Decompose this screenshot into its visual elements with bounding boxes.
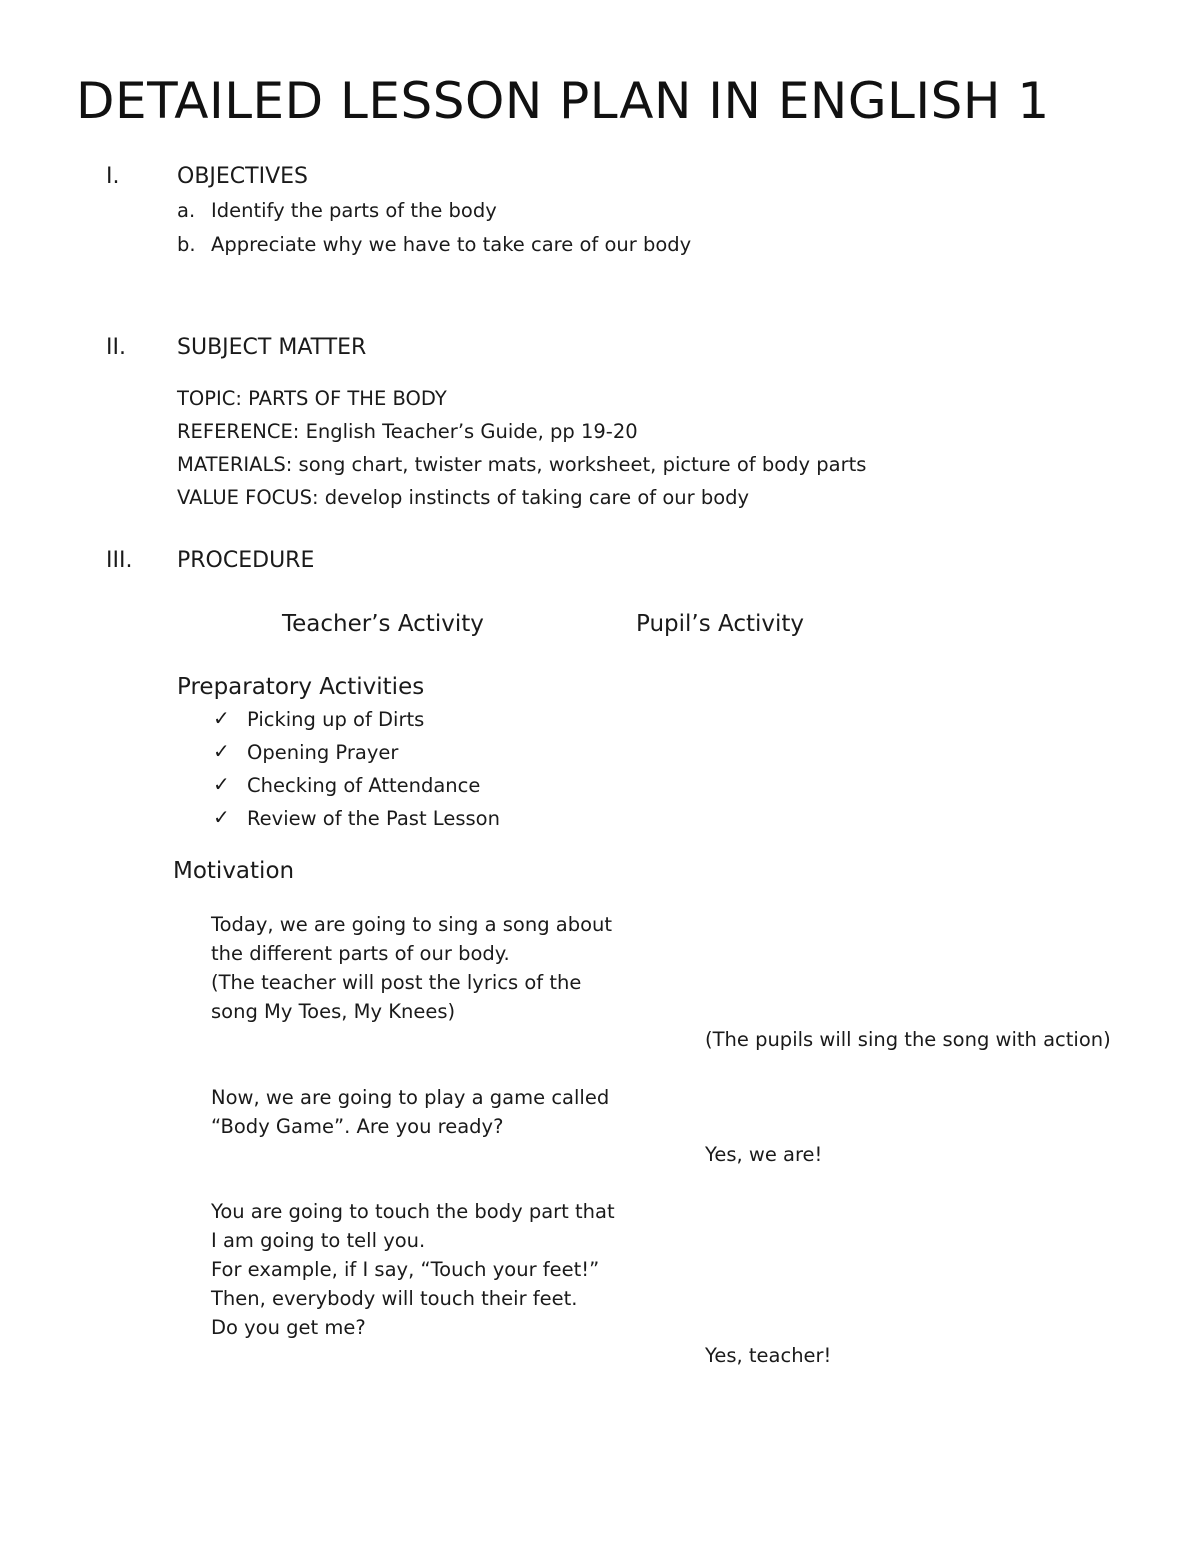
teacher-line: the different parts of our body. [211,942,510,965]
checklist-item-label: Picking up of Dirts [247,708,425,731]
checklist-item [213,739,399,764]
objective-item-b: Appreciate why we have to take care of our body [211,233,692,256]
teacher-line: I am going to tell you. [211,1229,426,1252]
checkmark-icon: ✓ [213,739,230,763]
checkmark-icon: ✓ [213,772,230,796]
teacher-line: Then, everybody will touch their feet. [211,1287,578,1310]
pupil-response-3: Yes, teacher! [705,1344,832,1367]
checklist-item-label: Opening Prayer [247,741,399,764]
teacher-activity-block-2 [211,1083,609,1141]
subject-value-focus: VALUE FOCUS: develop instincts of taking care of our body [177,486,750,509]
objective-marker-a: a. [177,199,196,222]
teacher-activity-block-1 [211,910,612,1026]
teacher-line: For example, if I say, “Touch your feet!” [211,1258,600,1281]
section-number-procedure: III. [106,548,133,573]
motivation-heading: Motivation [173,858,295,884]
checkmark-icon: ✓ [213,805,230,829]
objective-marker-b: b. [177,233,196,256]
checkmark-icon: ✓ [213,706,230,730]
section-title-objectives: OBJECTIVES [177,164,309,189]
checklist-item [213,805,500,830]
teacher-line: Now, we are going to play a game called [211,1086,610,1109]
teacher-line: song My Toes, My Knees) [211,1000,456,1023]
subject-reference: REFERENCE: English Teacher’s Guide, pp 19-20 [177,420,638,443]
section-title-procedure: PROCEDURE [177,548,315,573]
preparatory-activities-heading: Preparatory Activities [177,674,425,700]
section-number-objectives: I. [106,164,120,189]
page-title: DETAILED LESSON PLAN IN ENGLISH 1 [76,72,1050,130]
objective-item-a: Identify the parts of the body [211,199,497,222]
pupil-response-2: Yes, we are! [705,1143,823,1166]
teacher-activity-heading: Teacher’s Activity [282,611,484,637]
section-number-subject-matter: II. [106,335,126,360]
checklist-item [213,706,425,731]
teacher-line: Today, we are going to sing a song about [211,913,613,936]
subject-materials: MATERIALS: song chart, twister mats, worksheet, picture of body parts [177,453,867,476]
subject-topic: TOPIC: PARTS OF THE BODY [177,387,447,410]
checklist-item-label: Checking of Attendance [247,774,481,797]
pupil-response-1: (The pupils will sing the song with action) [705,1028,1111,1051]
teacher-line: Do you get me? [211,1316,366,1339]
teacher-activity-block-3 [211,1197,615,1342]
section-title-subject-matter: SUBJECT MATTER [177,335,367,360]
pupil-activity-heading: Pupil’s Activity [636,611,805,637]
teacher-line: “Body Game”. Are you ready? [211,1115,504,1138]
checklist-item-label: Review of the Past Lesson [247,807,500,830]
checklist-item [213,772,481,797]
teacher-line: You are going to touch the body part that [211,1200,615,1223]
teacher-line: (The teacher will post the lyrics of the [211,971,582,994]
